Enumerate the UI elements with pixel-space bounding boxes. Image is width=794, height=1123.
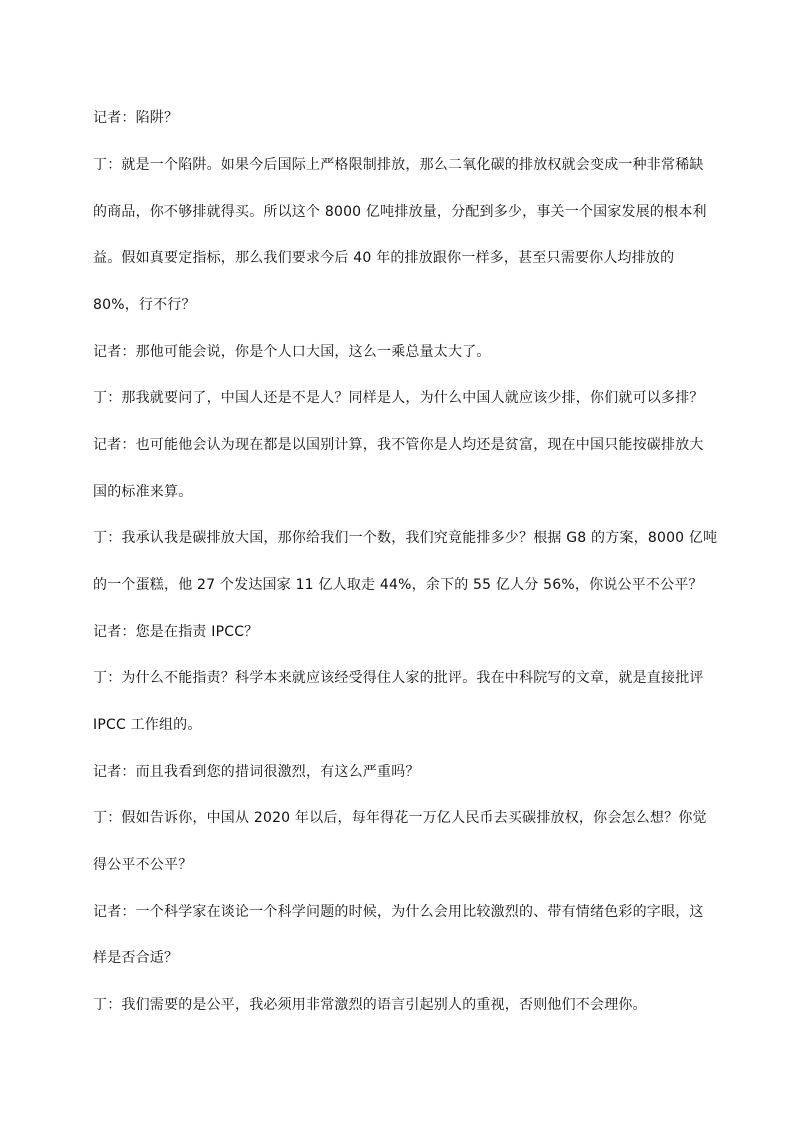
text-line: 样是否合适？: [93, 950, 179, 966]
text-line: 丁：我们需要的是公平，我必须用非常激烈的语言引起别人的重视，否则他们不会理你。: [93, 997, 647, 1013]
text-line: 记者：陷阱？: [93, 110, 179, 126]
text-line: 记者：那他可能会说，你是个人口大国，这么一乘总量太大了。: [93, 344, 491, 360]
text-line: 80%，行不行？: [93, 297, 196, 313]
text-line: 丁：那我就要问了，中国人还是不是人？同样是人，为什么中国人就应该少排，你们就可以多排？: [93, 390, 704, 406]
text-line: 丁：就是一个陷阱。如果今后国际上严格限制排放，那么二氧化碳的排放权就会变成一种非常稀缺: [93, 157, 704, 173]
text-line: 记者：一个科学家在谈论一个科学问题的时候，为什么会用比较激烈的、带有情绪色彩的字眼，这: [93, 904, 704, 920]
text-line: 的一个蛋糕，他 27 个发达国家 11 亿人取走 44%，余下的 55 亿人分 56%，你说公平不公平？: [93, 577, 703, 593]
text-line: 国的标准来算。: [93, 484, 193, 500]
text-line: 的商品，你不够排就得买。所以这个 8000 亿吨排放量，分配到多少，事关一个国家发展的根本利: [93, 204, 707, 220]
text-line: 益。假如真要定指标，那么我们要求今后 40 年的排放跟你一样多，甚至只需要你人均排放的: [93, 250, 675, 266]
text-line: 丁：假如告诉你，中国从 2020 年以后，每年得花一万亿人民币去买碳排放权，你会怎么想？你觉: [93, 810, 707, 826]
text-line: 记者：您是在指责 IPCC？: [93, 624, 259, 640]
text-line: 丁：我承认我是碳排放大国，那你给我们一个数，我们究竟能排多少？根据 G8 的方案，8000 亿吨: [93, 530, 718, 546]
text-line: 记者：也可能他会认为现在都是以国别计算，我不管你是人均还是贫富，现在中国只能按碳排放大: [93, 437, 704, 453]
text-line: IPCC 工作组的。: [93, 717, 202, 733]
text-line: 得公平不公平？: [93, 857, 193, 873]
text-line: 丁：为什么不能指责？科学本来就应该经受得住人家的批评。我在中科院写的文章，就是直接批评: [93, 670, 704, 686]
text-line: 记者：而且我看到您的措词很激烈，有这么严重吗？: [93, 764, 420, 780]
